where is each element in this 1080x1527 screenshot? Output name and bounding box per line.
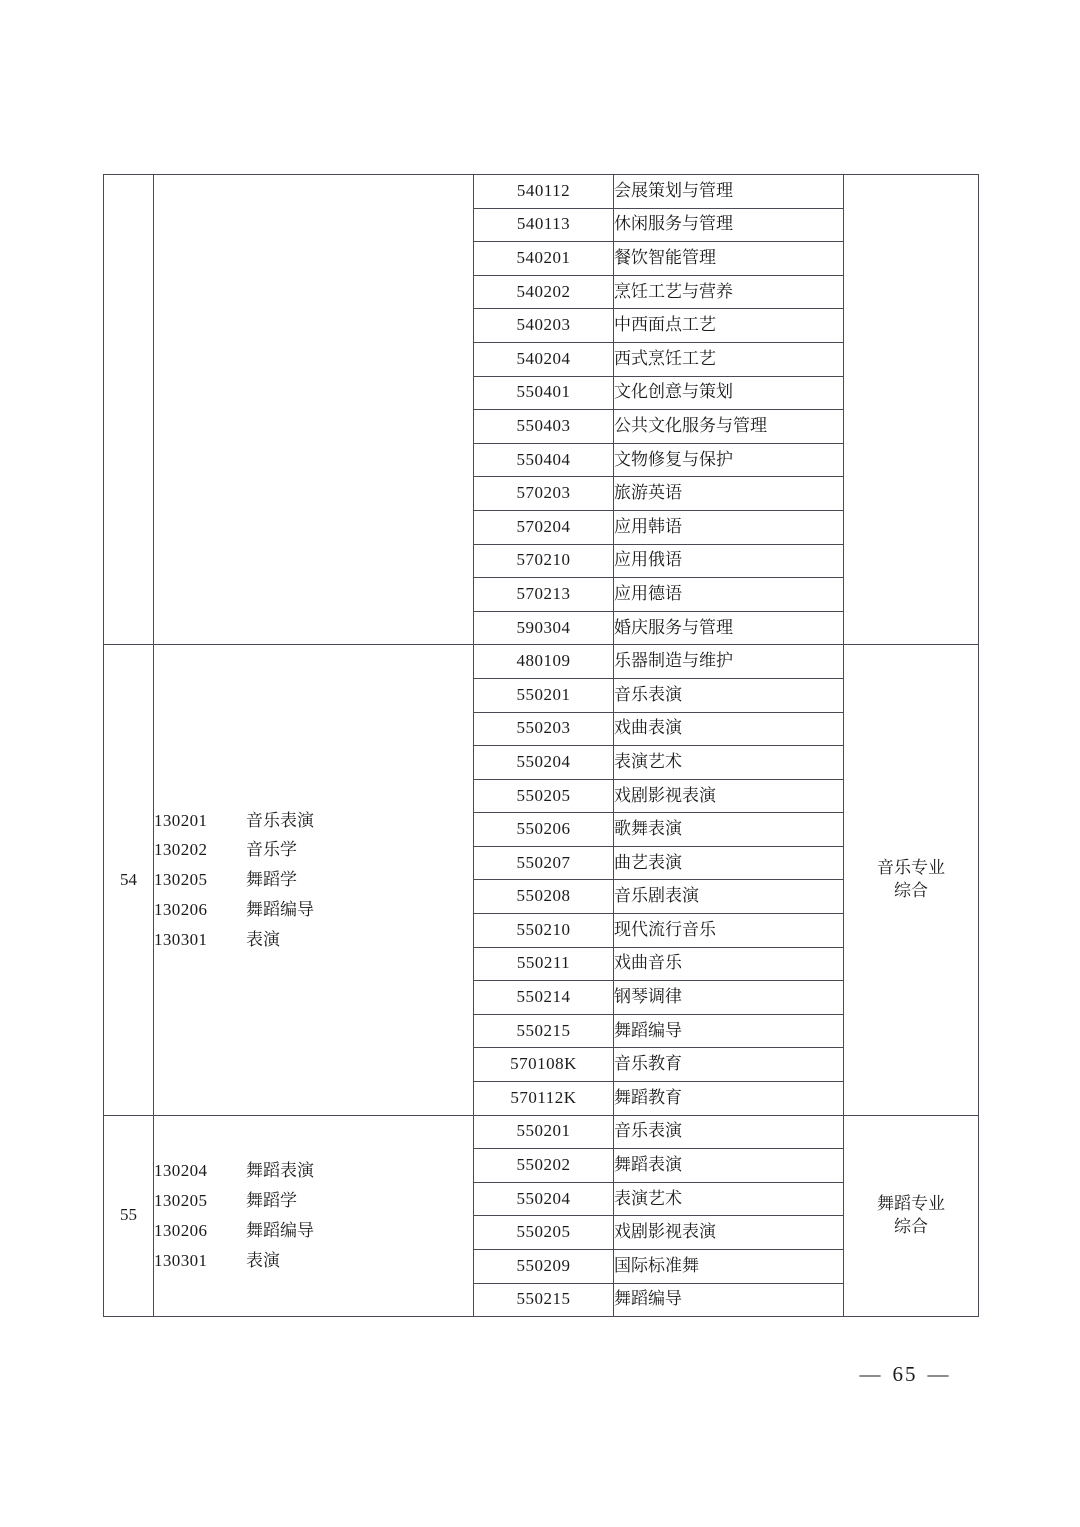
major-name-cell: 应用韩语 [614, 510, 844, 544]
major-code-cell: 570203 [474, 477, 614, 511]
major-code-cell: 550215 [474, 1014, 614, 1048]
major-code-cell: 550206 [474, 813, 614, 847]
majors-table-container [103, 174, 978, 1317]
major-name-cell: 戏剧影视表演 [614, 779, 844, 813]
major-name-cell: 会展策划与管理 [614, 175, 844, 209]
major-name-cell: 婚庆服务与管理 [614, 611, 844, 645]
major-code-cell: 550204 [474, 1182, 614, 1216]
major-name-cell: 戏曲音乐 [614, 947, 844, 981]
major-name-cell: 乐器制造与维护 [614, 645, 844, 679]
undergraduate-major-name: 舞蹈学 [246, 870, 297, 890]
major-name-cell: 舞蹈表演 [614, 1149, 844, 1183]
major-code-cell: 540202 [474, 275, 614, 309]
exam-subject-line: 音乐专业 [877, 858, 945, 878]
major-code-cell: 550205 [474, 779, 614, 813]
major-code-cell: 550205 [474, 1216, 614, 1250]
undergraduate-majors-list [154, 1156, 473, 1275]
undergraduate-major-item [154, 865, 473, 895]
major-name-cell: 舞蹈编导 [614, 1283, 844, 1317]
major-code-cell: 540203 [474, 309, 614, 343]
major-code-cell: 550215 [474, 1283, 614, 1317]
exam-subject-cell [844, 1115, 979, 1317]
major-name-cell: 音乐教育 [614, 1048, 844, 1082]
undergraduate-major-item [154, 1186, 473, 1216]
major-name-cell: 曲艺表演 [614, 846, 844, 880]
majors-table [103, 174, 979, 1317]
table-row [104, 645, 979, 679]
undergraduate-major-code: 130205 [154, 870, 208, 890]
undergraduate-majors-list [154, 806, 473, 955]
major-code-cell: 570204 [474, 510, 614, 544]
page-footer [0, 1362, 1080, 1387]
undergraduate-major-code: 130202 [154, 840, 208, 860]
major-code-cell: 550401 [474, 376, 614, 410]
major-code-cell: 570108K [474, 1048, 614, 1082]
exam-subject-cell [844, 175, 979, 645]
undergraduate-major-item [154, 835, 473, 865]
undergraduate-major-name: 表演 [246, 1250, 280, 1270]
exam-subject-cell [844, 645, 979, 1115]
major-code-cell: 480109 [474, 645, 614, 679]
major-name-cell: 国际标准舞 [614, 1250, 844, 1284]
major-name-cell: 戏剧影视表演 [614, 1216, 844, 1250]
major-name-cell: 现代流行音乐 [614, 914, 844, 948]
major-code-cell: 550404 [474, 443, 614, 477]
major-name-cell: 文化创意与策划 [614, 376, 844, 410]
major-code-cell: 570210 [474, 544, 614, 578]
major-name-cell: 钢琴调律 [614, 981, 844, 1015]
undergraduate-major-item [154, 1156, 473, 1186]
undergraduate-major-code: 130201 [154, 810, 208, 830]
major-name-cell: 应用俄语 [614, 544, 844, 578]
undergraduate-major-name: 表演 [246, 929, 280, 949]
major-name-cell: 表演艺术 [614, 746, 844, 780]
undergraduate-major-name: 舞蹈编导 [246, 1220, 314, 1240]
major-name-cell: 舞蹈教育 [614, 1082, 844, 1116]
major-name-cell: 应用德语 [614, 578, 844, 612]
major-code-cell: 550204 [474, 746, 614, 780]
major-name-cell: 表演艺术 [614, 1182, 844, 1216]
row-index-cell: 55 [104, 1115, 154, 1317]
undergraduate-major-item [154, 1246, 473, 1276]
major-name-cell: 音乐表演 [614, 1115, 844, 1149]
undergraduate-major-code: 130206 [154, 1220, 208, 1240]
undergraduate-major-name: 舞蹈编导 [246, 899, 314, 919]
table-row [104, 1115, 979, 1149]
undergraduate-major-code: 130301 [154, 1250, 208, 1270]
undergraduate-major-item [154, 1216, 473, 1246]
page-number-value: 65 [892, 1362, 918, 1386]
undergraduate-major-item [154, 895, 473, 925]
page-number-left-dash: — [859, 1362, 883, 1386]
page-number-right-dash: — [927, 1362, 951, 1386]
major-name-cell: 舞蹈编导 [614, 1014, 844, 1048]
undergraduate-major-name: 舞蹈表演 [246, 1161, 314, 1181]
major-code-cell: 550201 [474, 1115, 614, 1149]
majors-table-body [104, 175, 979, 1317]
major-code-cell: 540113 [474, 208, 614, 242]
major-name-cell: 中西面点工艺 [614, 309, 844, 343]
major-name-cell: 音乐剧表演 [614, 880, 844, 914]
major-code-cell: 540204 [474, 342, 614, 376]
major-code-cell: 590304 [474, 611, 614, 645]
major-code-cell: 550211 [474, 947, 614, 981]
row-index-cell [104, 175, 154, 645]
major-code-cell: 570112K [474, 1082, 614, 1116]
undergraduate-major-item [154, 806, 473, 836]
undergraduate-majors-cell [154, 175, 474, 645]
exam-subject-line: 综合 [894, 880, 928, 900]
major-code-cell: 550209 [474, 1250, 614, 1284]
major-code-cell: 570213 [474, 578, 614, 612]
major-name-cell: 文物修复与保护 [614, 443, 844, 477]
major-code-cell: 550203 [474, 712, 614, 746]
undergraduate-major-code: 130206 [154, 899, 208, 919]
major-code-cell: 550202 [474, 1149, 614, 1183]
undergraduate-major-code: 130205 [154, 1191, 208, 1211]
major-code-cell: 550214 [474, 981, 614, 1015]
undergraduate-major-code: 130204 [154, 1161, 208, 1181]
major-name-cell: 公共文化服务与管理 [614, 410, 844, 444]
major-code-cell: 540201 [474, 242, 614, 276]
major-name-cell: 音乐表演 [614, 678, 844, 712]
major-name-cell: 西式烹饪工艺 [614, 342, 844, 376]
major-code-cell: 550403 [474, 410, 614, 444]
major-name-cell: 烹饪工艺与营养 [614, 275, 844, 309]
major-code-cell: 550207 [474, 846, 614, 880]
major-name-cell: 休闲服务与管理 [614, 208, 844, 242]
major-code-cell: 550210 [474, 914, 614, 948]
major-name-cell: 歌舞表演 [614, 813, 844, 847]
major-name-cell: 旅游英语 [614, 477, 844, 511]
major-name-cell: 餐饮智能管理 [614, 242, 844, 276]
exam-subject-line: 舞蹈专业 [877, 1193, 945, 1213]
undergraduate-major-item [154, 925, 473, 955]
undergraduate-major-name: 音乐表演 [246, 810, 314, 830]
major-code-cell: 550208 [474, 880, 614, 914]
undergraduate-major-name: 音乐学 [246, 840, 297, 860]
undergraduate-major-code: 130301 [154, 929, 208, 949]
major-name-cell: 戏曲表演 [614, 712, 844, 746]
exam-subject-line: 综合 [894, 1216, 928, 1236]
table-row [104, 175, 979, 209]
row-index-cell: 54 [104, 645, 154, 1115]
major-code-cell: 540112 [474, 175, 614, 209]
undergraduate-majors-cell [154, 1115, 474, 1317]
major-code-cell: 550201 [474, 678, 614, 712]
undergraduate-majors-cell [154, 645, 474, 1115]
page-number [850, 1362, 961, 1387]
undergraduate-major-name: 舞蹈学 [246, 1191, 297, 1211]
